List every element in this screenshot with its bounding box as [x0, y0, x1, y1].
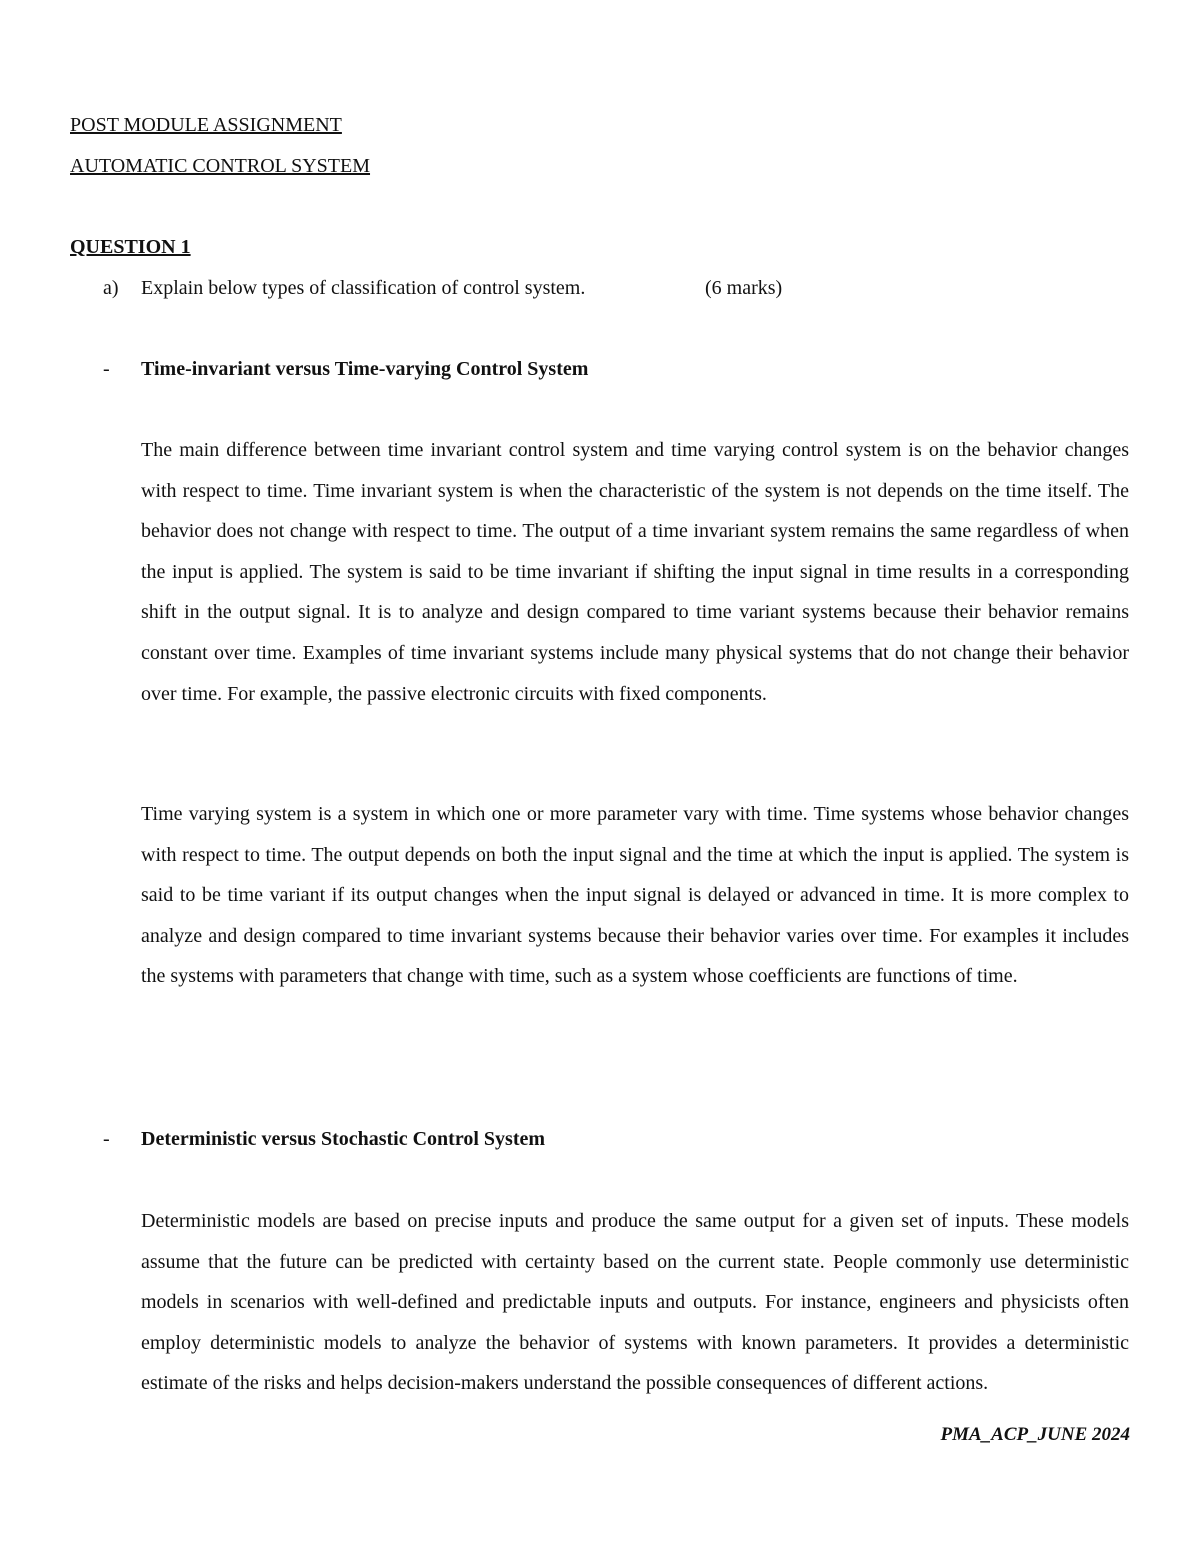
item-a-text: Explain below types of classification of control system. [141, 277, 586, 299]
section-heading-text: Time-invariant versus Time-varying Control System [141, 358, 589, 380]
document-title: POST MODULE ASSIGNMENT [70, 114, 342, 136]
item-a-marks: (6 marks) [705, 277, 783, 299]
paragraph-time-invariant: The main difference between time invariant control system and time varying control system is on the behavior changes with respect to time. Time invariant system is when the characteristic of the system is not depends on the time itself. The behavior does not change with respect to time. The output of a time invariant system remains the same regardless of when the input is applied. The system is said to be time invariant if shifting the input signal in time results in a corresponding shift in the output signal. It is to analyze and design compared to time variant systems because their behavior remains constant over time. Examples of time invariant systems include many physical systems that do not change their behavior over time. For example, the passive electronic circuits with fixed components. [141, 439, 1129, 705]
paragraph-time-varying: Time varying system is a system in which one or more parameter vary with time. Time systems whose behavior changes with respect to time. The output depends on both the input signal and the time at which the input is applied. The system is said to be time variant if its output changes when the input signal is delayed or advanced in time. It is more complex to analyze and design compared to time invariant systems because their behavior varies over time. For examples it includes the systems with parameters that change with time, such as a system whose coefficients are functions of time. [141, 803, 1129, 988]
question-heading: QUESTION 1 [70, 236, 191, 258]
section-heading-text: Deterministic versus Stochastic Control System [141, 1128, 546, 1150]
footer-code: PMA_ACP_JUNE 2024 [940, 1424, 1130, 1445]
bullet-dash: - [103, 358, 110, 380]
item-a-label: a) [103, 277, 119, 299]
document-subtitle: AUTOMATIC CONTROL SYSTEM [70, 155, 371, 177]
bullet-dash: - [103, 1128, 110, 1150]
paragraph-deterministic: Deterministic models are based on precise inputs and produce the same output for a given set of inputs. These models assume that the future can be predicted with certainty based on the current state. People commonly use deterministic models in scenarios with well-defined and predictable inputs and outputs. For instance, engineers and physicists often employ deterministic models to analyze the behavior of systems with known parameters. It provides a deterministic estimate of the risks and helps decision-makers understand the possible consequences of different actions. [141, 1210, 1129, 1395]
